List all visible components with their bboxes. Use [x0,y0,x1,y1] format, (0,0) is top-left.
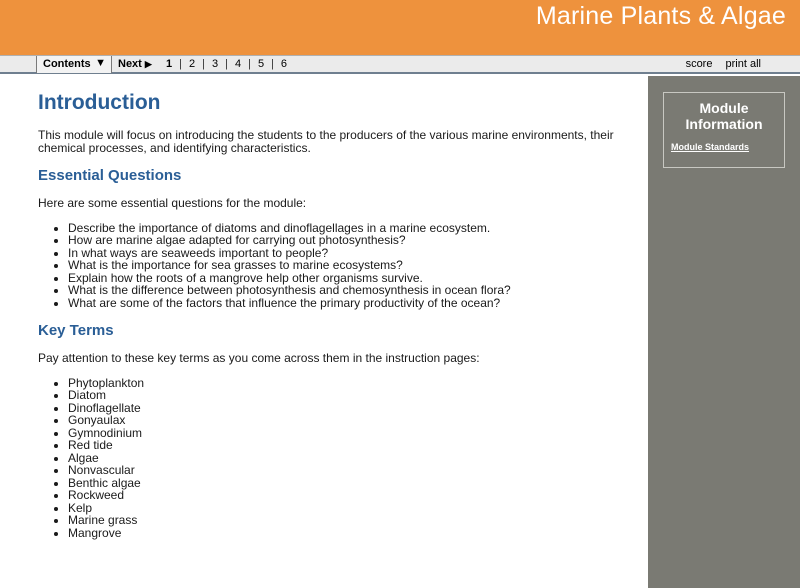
page-link-6[interactable]: 6 [280,58,288,70]
contents-label: Contents [43,58,91,70]
list-item: • Red tide [68,439,638,452]
list-item: • Algae [68,452,638,465]
list-item: • Explain how the roots of a mangrove help other organisms survive. [68,272,638,285]
page-link-1[interactable]: 1 [166,58,173,70]
page-separator: | [202,58,205,70]
list-item: • What is the difference between photosynthesis and chemosynthesis in ocean flora? [68,284,638,297]
list-item: • Diatom [68,389,638,402]
module-information-box [663,92,785,168]
list-item: • Mangrove [68,527,638,540]
list-item: • In what ways are seaweeds important to people? [68,247,638,260]
page-link-2[interactable]: 2 [188,58,196,70]
main-content [38,90,638,539]
essential-questions-heading: Essential Questions [38,167,182,184]
module-title: Marine Plants & Algae [535,2,786,30]
score-link[interactable]: score [685,58,713,70]
page-separator: | [271,58,274,70]
page-separator: | [225,58,228,70]
sidebar [648,76,800,588]
list-item: • How are marine algae adapted for carrying out photosynthesis? [68,234,638,247]
page-separator: | [248,58,251,70]
essential-questions-list [68,222,638,310]
intro-paragraph: This module will focus on introducing the students to the producers of the various marine environments, their chemical processes, and identifying characteristics. [38,128,614,155]
key-terms-heading: Key Terms [38,322,114,339]
key-terms-lead: Pay attention to these key terms as you come across them in the instruction pages: [38,351,480,365]
chevron-down-icon: ▼ [95,57,106,69]
list-item: • Describe the importance of diatoms and dinoflagellages in a marine ecosystem. [68,222,638,235]
nav-utilities [686,58,761,70]
list-item: • Gonyaulax [68,414,638,427]
list-item: • Rockweed [68,489,638,502]
page-link-3[interactable]: 3 [211,58,219,70]
page-link-4[interactable]: 4 [234,58,242,70]
page-title: Introduction [38,91,161,114]
next-label: Next [118,58,142,70]
list-item: • Marine grass [68,514,638,527]
list-item: • Benthic algae [68,477,638,490]
play-arrow-icon: ▶ [144,59,152,69]
list-item: • What is the importance for sea grasses to marine ecosystems? [68,259,638,272]
module-information-title: Module Information [685,100,763,132]
page-link-5[interactable]: 5 [257,58,265,70]
list-item: • Nonvascular [68,464,638,477]
list-item: • Dinoflagellate [68,402,638,415]
page-separator: | [179,58,182,70]
list-item: • What are some of the factors that influence the primary productivity of the ocean? [68,297,638,310]
print-all-link[interactable]: print all [725,58,761,70]
key-terms-list [68,377,638,540]
header-bar [0,0,800,55]
navigation-bar [0,55,800,74]
essential-questions-lead: Here are some essential questions for the module: [38,196,307,210]
list-item: • Gymnodinium [68,427,638,440]
page-links [166,58,287,70]
module-standards-link[interactable]: Module Standards [671,142,750,152]
list-item: • Phytoplankton [68,377,638,390]
list-item: • Kelp [68,502,638,515]
next-button[interactable] [118,58,152,70]
contents-dropdown[interactable] [36,56,112,73]
